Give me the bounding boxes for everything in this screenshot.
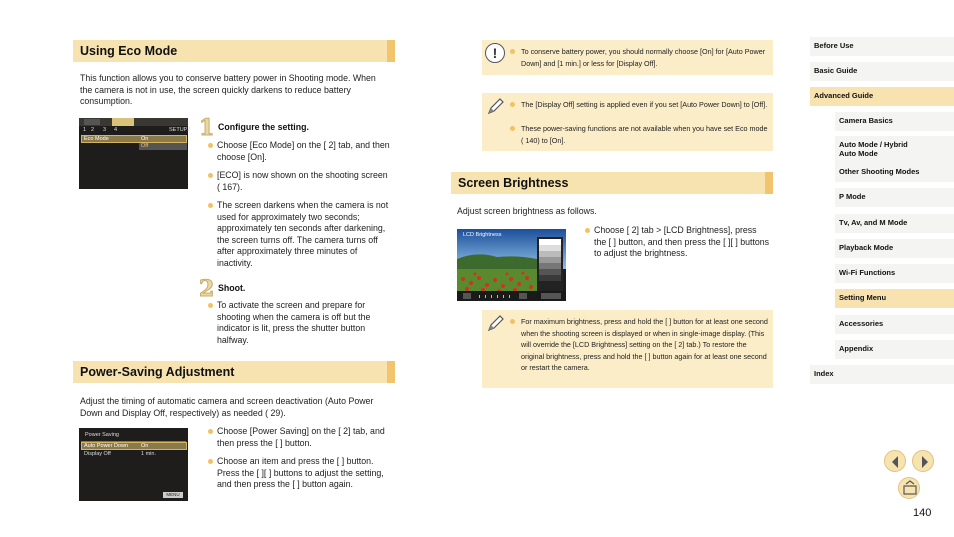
pencil-icon [486,313,506,333]
eco-mode-screen [79,118,191,189]
sidebar-item-setting-menu[interactable]: Setting Menu [835,289,954,308]
sidebar-item-auto-mode[interactable]: Auto Mode / Hybrid Auto Mode [835,136,954,164]
screen-eco-off: Off [141,143,149,149]
power-saving-intro: Adjust the timing of automatic camera and screen deactivation (Auto Power Down and Display Off, respectively) as needed ( 29). [80,396,374,418]
power-screen-title: Power Saving [85,432,119,438]
power-row-1-label: Auto Power Down [84,443,129,449]
sidebar-item-advanced-guide[interactable]: Advanced Guide [810,87,954,106]
info-note-power [482,93,773,151]
step-2-number: 2 [199,276,215,302]
arrow-right-icon [913,451,935,473]
caution-icon: ! [485,43,505,63]
power-row-2-value: 1 min. [141,451,156,457]
eco-mode-heading: Using Eco Mode [73,40,395,62]
screen-tab-4: 4 [114,127,118,133]
sidebar-item-accessories[interactable]: Accessories [835,315,954,334]
prev-page-button[interactable] [884,450,906,472]
power-saving-heading: Power-Saving Adjustment [73,361,395,383]
brightness-intro: Adjust screen brightness as follows. [457,206,597,216]
menu-key-icon: MENU [163,492,183,498]
sidebar-item-wifi-functions[interactable]: Wi-Fi Functions [835,264,954,283]
landscape-photo [457,229,566,301]
power-saving-screen [79,428,188,501]
sidebar-item-before-use[interactable]: Before Use [810,37,954,56]
sidebar-item-other-shooting-modes[interactable]: Other Shooting Modes [835,163,954,182]
info-note-bullet-2: These power-saving functions are not available when you have set Eco mode ( 140) to [On]. [510,123,768,146]
step-1-title: Configure the setting. [218,122,309,132]
sidebar-item-playback-mode[interactable]: Playback Mode [835,239,954,258]
power-row-1-value: On [141,443,149,449]
camera-tab-icon [84,119,100,125]
screen-brightness-heading: Screen Brightness [451,172,773,194]
step-1-bullet-3: The screen darkens when the camera is not used for approximately two seconds; approximately ten seconds after darkening, the screen turns off. The camera turns off after approximately three minutes of inactivity. [208,200,394,269]
lcd-brightness-screen [457,229,566,301]
step-1-bullet-2: [ECO] is now shown on the shooting screen ( 167). [208,170,394,193]
caution-note [482,40,773,75]
next-page-button[interactable] [912,450,934,472]
page-number: 140 [913,507,932,519]
screen-tab-1: 1 [83,127,87,133]
sidebar-item-camera-basics[interactable]: Camera Basics [835,112,954,131]
arrow-left-icon [885,451,907,473]
return-button[interactable] [898,477,920,499]
sidebar-item-tv-av-m-mode[interactable]: Tv, Av, and M Mode [835,214,954,233]
power-bullet-2: Choose an item and press the [ ] button. Press the [ ][ ] buttons to adjust the setting, and then press the [ ] button again. [208,456,396,491]
caution-note-text: To conserve battery power, you should normally choose [On] for [Auto Power Down] and [1 min.] or less for [Display Off]. [510,46,768,69]
info-note-brightness [482,310,773,388]
screen-tab-2: 2 [91,127,95,133]
setup-tab-icon [112,118,134,126]
brightness-bullet-1: Choose [ 2] tab > [LCD Brightness], press the [ ] button, and then press the [ ][ ] buttons to adjust the brightness. [585,225,771,260]
return-icon [899,478,921,500]
brightness-note-text: For maximum brightness, press and hold the [ ] button for at least one second when the shooting screen is displayed or when in single-image display. (This will override the [LCD Brightness] setting on the [ 2] tab.) To restore the original brightness, press and hold the [ ] button again for at least one second or restart the camera. [510,316,768,374]
sidebar-item-index[interactable]: Index [810,365,954,384]
power-row-2-label: Display Off [84,451,111,457]
pencil-icon [486,96,506,116]
step-2-bullet-1: To activate the screen and prepare for shooting when the camera is off but the indicator is lit, press the shutter button halfway. [208,300,388,346]
screen-tab-setup: SETUP2 [169,127,191,133]
step-2-title: Shoot. [218,283,246,293]
sidebar-item-basic-guide[interactable]: Basic Guide [810,62,954,81]
screen-eco-on: On [141,136,149,142]
sidebar-item-p-mode[interactable]: P Mode [835,188,954,207]
eco-intro: This function allows you to conserve battery power in Shooting mode. When the camera is not in use, the screen quickly darkens to reduce battery consumption. [80,73,376,106]
power-bullet-1: Choose [Power Saving] on the [ 2] tab, and then press the [ ] button. [208,426,394,449]
screen-eco-item: Eco Mode [84,136,109,142]
screen-tab-3: 3 [103,127,107,133]
lcd-screen-title: LCD Brightness [463,232,502,238]
step-1-bullet-1: Choose [Eco Mode] on the [ 2] tab, and then choose [On]. [208,140,394,163]
step-1-number: 1 [199,115,215,141]
info-note-bullet-1: The [Display Off] setting is applied even if you set [Auto Power Down] to [Off]. [510,99,768,111]
sidebar-item-appendix[interactable]: Appendix [835,340,954,359]
